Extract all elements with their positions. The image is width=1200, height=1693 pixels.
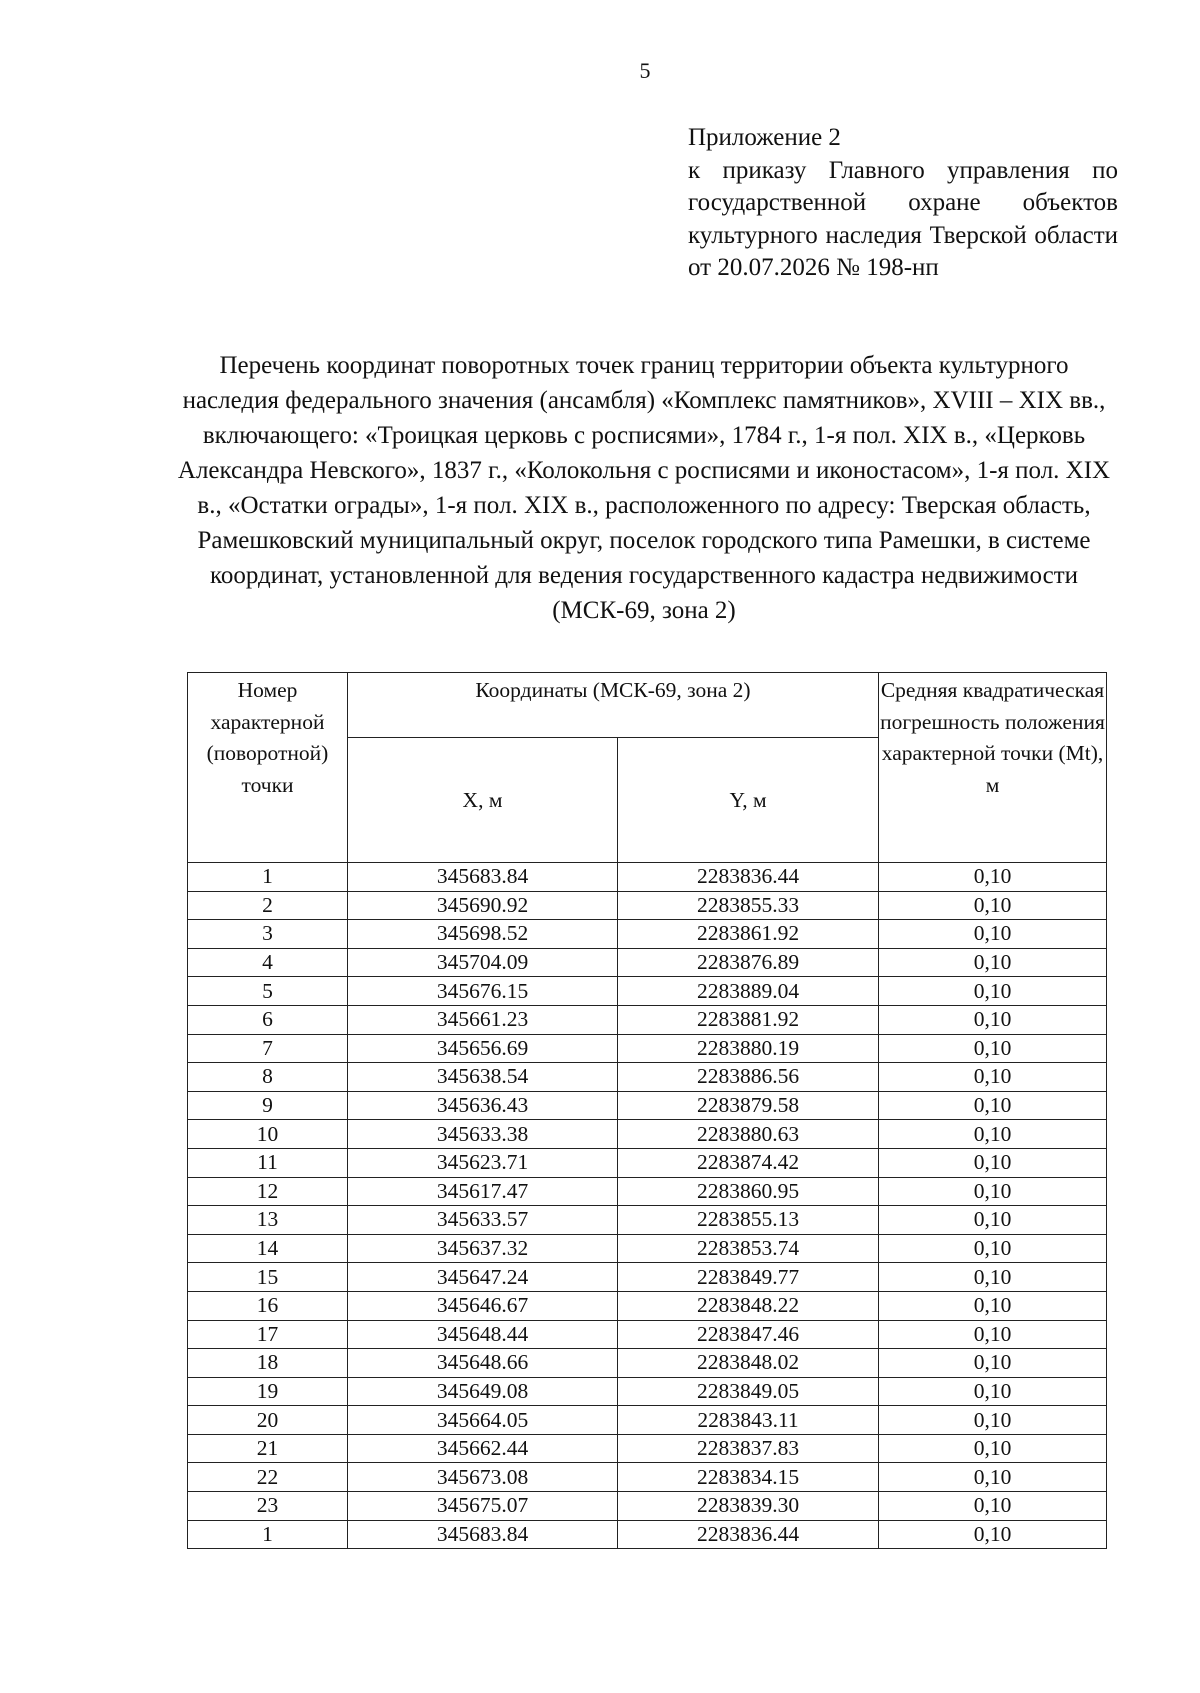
header-coordinates: Координаты (МСК-69, зона 2) bbox=[348, 673, 879, 738]
y-coordinate-cell: 2283881.92 bbox=[618, 1005, 879, 1034]
document-title: Перечень координат поворотных точек границ территории объекта культурного наследия федерального значения (ансамбля) «Комплекс памятников», XVIII – XIX вв., включающего: «Троицкая церковь с росписями», 1784 г., 1-я пол. XIX в., «Церковь Александра Невского», 1837 г., «Колокольня с росписями и иконостасом», 1-я пол. XIX в., «Остатки ограды», 1-я пол. XIX в., расположенного по адресу: Тверская область, Рамешковский муниципальный округ, поселок городского типа Рамешки, в системе координат, установленной для ведения государственного кадастра недвижимости (МСК-69, зона 2) bbox=[177, 352, 1111, 624]
point-number-cell: 4 bbox=[188, 948, 348, 977]
table-row bbox=[188, 1492, 1107, 1521]
y-coordinate-cell: 2283836.44 bbox=[618, 863, 879, 892]
y-coordinate-cell: 2283848.02 bbox=[618, 1349, 879, 1378]
table-row bbox=[188, 977, 1107, 1006]
x-coordinate-cell: 345662.44 bbox=[348, 1434, 618, 1463]
x-coordinate-cell: 345637.32 bbox=[348, 1234, 618, 1263]
error-cell: 0,10 bbox=[879, 1463, 1107, 1492]
x-coordinate-cell: 345675.07 bbox=[348, 1492, 618, 1521]
table-row bbox=[188, 1177, 1107, 1206]
table-row bbox=[188, 920, 1107, 949]
error-cell: 0,10 bbox=[879, 977, 1107, 1006]
x-coordinate-cell: 345633.57 bbox=[348, 1206, 618, 1235]
coordinates-table bbox=[187, 672, 1107, 1549]
error-cell: 0,10 bbox=[879, 1406, 1107, 1435]
error-cell: 0,10 bbox=[879, 948, 1107, 977]
table-row bbox=[188, 1148, 1107, 1177]
x-coordinate-cell: 345648.66 bbox=[348, 1349, 618, 1378]
y-coordinate-cell: 2283874.42 bbox=[618, 1148, 879, 1177]
error-cell: 0,10 bbox=[879, 891, 1107, 920]
error-cell: 0,10 bbox=[879, 1520, 1107, 1549]
error-cell: 0,10 bbox=[879, 1434, 1107, 1463]
error-cell: 0,10 bbox=[879, 863, 1107, 892]
x-coordinate-cell: 345648.44 bbox=[348, 1320, 618, 1349]
table-row bbox=[188, 1091, 1107, 1120]
y-coordinate-cell: 2283855.13 bbox=[618, 1206, 879, 1235]
point-number-cell: 1 bbox=[188, 1520, 348, 1549]
y-coordinate-cell: 2283849.05 bbox=[618, 1377, 879, 1406]
y-coordinate-cell: 2283889.04 bbox=[618, 977, 879, 1006]
point-number-cell: 1 bbox=[188, 863, 348, 892]
appendix-title: Приложение 2 bbox=[688, 124, 841, 151]
table-row bbox=[188, 1263, 1107, 1292]
table-row bbox=[188, 1463, 1107, 1492]
error-cell: 0,10 bbox=[879, 1234, 1107, 1263]
error-cell: 0,10 bbox=[879, 1120, 1107, 1149]
point-number-cell: 8 bbox=[188, 1063, 348, 1092]
x-coordinate-cell: 345638.54 bbox=[348, 1063, 618, 1092]
x-coordinate-cell: 345647.24 bbox=[348, 1263, 618, 1292]
point-number-cell: 18 bbox=[188, 1349, 348, 1378]
error-cell: 0,10 bbox=[879, 920, 1107, 949]
x-coordinate-cell: 345698.52 bbox=[348, 920, 618, 949]
x-coordinate-cell: 345649.08 bbox=[348, 1377, 618, 1406]
point-number-cell: 22 bbox=[188, 1463, 348, 1492]
x-coordinate-cell: 345633.38 bbox=[348, 1120, 618, 1149]
point-number-cell: 2 bbox=[188, 891, 348, 920]
point-number-cell: 13 bbox=[188, 1206, 348, 1235]
point-number-cell: 3 bbox=[188, 920, 348, 949]
y-coordinate-cell: 2283834.15 bbox=[618, 1463, 879, 1492]
table-row bbox=[188, 1377, 1107, 1406]
error-cell: 0,10 bbox=[879, 1349, 1107, 1378]
x-coordinate-cell: 345623.71 bbox=[348, 1148, 618, 1177]
header-x: X, м bbox=[348, 738, 618, 863]
point-number-cell: 20 bbox=[188, 1406, 348, 1435]
x-coordinate-cell: 345690.92 bbox=[348, 891, 618, 920]
x-coordinate-cell: 345656.69 bbox=[348, 1034, 618, 1063]
table-row bbox=[188, 1349, 1107, 1378]
error-cell: 0,10 bbox=[879, 1034, 1107, 1063]
x-coordinate-cell: 345646.67 bbox=[348, 1291, 618, 1320]
y-coordinate-cell: 2283855.33 bbox=[618, 891, 879, 920]
x-coordinate-cell: 345661.23 bbox=[348, 1005, 618, 1034]
error-cell: 0,10 bbox=[879, 1063, 1107, 1092]
error-cell: 0,10 bbox=[879, 1291, 1107, 1320]
error-cell: 0,10 bbox=[879, 1005, 1107, 1034]
error-cell: 0,10 bbox=[879, 1263, 1107, 1292]
point-number-cell: 6 bbox=[188, 1005, 348, 1034]
error-cell: 0,10 bbox=[879, 1377, 1107, 1406]
error-cell: 0,10 bbox=[879, 1177, 1107, 1206]
point-number-cell: 10 bbox=[188, 1120, 348, 1149]
table-row bbox=[188, 1320, 1107, 1349]
table-row bbox=[188, 1520, 1107, 1549]
point-number-cell: 21 bbox=[188, 1434, 348, 1463]
header-y: Y, м bbox=[618, 738, 879, 863]
table-row bbox=[188, 1406, 1107, 1435]
point-number-cell: 7 bbox=[188, 1034, 348, 1063]
table-body bbox=[188, 863, 1107, 1549]
y-coordinate-cell: 2283886.56 bbox=[618, 1063, 879, 1092]
point-number-cell: 5 bbox=[188, 977, 348, 1006]
header-error: Средняя квадратическая погрешность положения характерной точки (Mt), м bbox=[879, 673, 1107, 863]
y-coordinate-cell: 2283880.19 bbox=[618, 1034, 879, 1063]
point-number-cell: 19 bbox=[188, 1377, 348, 1406]
point-number-cell: 11 bbox=[188, 1148, 348, 1177]
table-row bbox=[188, 1234, 1107, 1263]
y-coordinate-cell: 2283847.46 bbox=[618, 1320, 879, 1349]
y-coordinate-cell: 2283837.83 bbox=[618, 1434, 879, 1463]
table-row bbox=[188, 1120, 1107, 1149]
y-coordinate-cell: 2283861.92 bbox=[618, 920, 879, 949]
point-number-cell: 16 bbox=[188, 1291, 348, 1320]
error-cell: 0,10 bbox=[879, 1492, 1107, 1521]
point-number-cell: 9 bbox=[188, 1091, 348, 1120]
x-coordinate-cell: 345636.43 bbox=[348, 1091, 618, 1120]
appendix-block bbox=[688, 122, 1118, 285]
page-number: 5 bbox=[639, 58, 651, 83]
x-coordinate-cell: 345683.84 bbox=[348, 863, 618, 892]
table-row bbox=[188, 1291, 1107, 1320]
point-number-cell: 15 bbox=[188, 1263, 348, 1292]
point-number-cell: 12 bbox=[188, 1177, 348, 1206]
y-coordinate-cell: 2283879.58 bbox=[618, 1091, 879, 1120]
table-row bbox=[188, 948, 1107, 977]
y-coordinate-cell: 2283853.74 bbox=[618, 1234, 879, 1263]
y-coordinate-cell: 2283839.30 bbox=[618, 1492, 879, 1521]
y-coordinate-cell: 2283860.95 bbox=[618, 1177, 879, 1206]
x-coordinate-cell: 345676.15 bbox=[348, 977, 618, 1006]
header-point-number: Номер характерной (поворотной) точки bbox=[188, 673, 348, 863]
error-cell: 0,10 bbox=[879, 1320, 1107, 1349]
table-row bbox=[188, 1206, 1107, 1235]
error-cell: 0,10 bbox=[879, 1206, 1107, 1235]
point-number-cell: 17 bbox=[188, 1320, 348, 1349]
y-coordinate-cell: 2283843.11 bbox=[618, 1406, 879, 1435]
table-row bbox=[188, 891, 1107, 920]
x-coordinate-cell: 345704.09 bbox=[348, 948, 618, 977]
x-coordinate-cell: 345673.08 bbox=[348, 1463, 618, 1492]
error-cell: 0,10 bbox=[879, 1148, 1107, 1177]
y-coordinate-cell: 2283848.22 bbox=[618, 1291, 879, 1320]
table-row bbox=[188, 1063, 1107, 1092]
point-number-cell: 14 bbox=[188, 1234, 348, 1263]
table-row bbox=[188, 1434, 1107, 1463]
error-cell: 0,10 bbox=[879, 1091, 1107, 1120]
point-number-cell: 23 bbox=[188, 1492, 348, 1521]
table-row bbox=[188, 1005, 1107, 1034]
x-coordinate-cell: 345617.47 bbox=[348, 1177, 618, 1206]
appendix-body: к приказу Главного управления по государственной охране объектов культурного наследия Тверской области от 20.07.2026 № 198-нп bbox=[688, 156, 1118, 281]
y-coordinate-cell: 2283849.77 bbox=[618, 1263, 879, 1292]
x-coordinate-cell: 345664.05 bbox=[348, 1406, 618, 1435]
table-row bbox=[188, 863, 1107, 892]
y-coordinate-cell: 2283836.44 bbox=[618, 1520, 879, 1549]
x-coordinate-cell: 345683.84 bbox=[348, 1520, 618, 1549]
y-coordinate-cell: 2283876.89 bbox=[618, 948, 879, 977]
table-row bbox=[188, 1034, 1107, 1063]
y-coordinate-cell: 2283880.63 bbox=[618, 1120, 879, 1149]
